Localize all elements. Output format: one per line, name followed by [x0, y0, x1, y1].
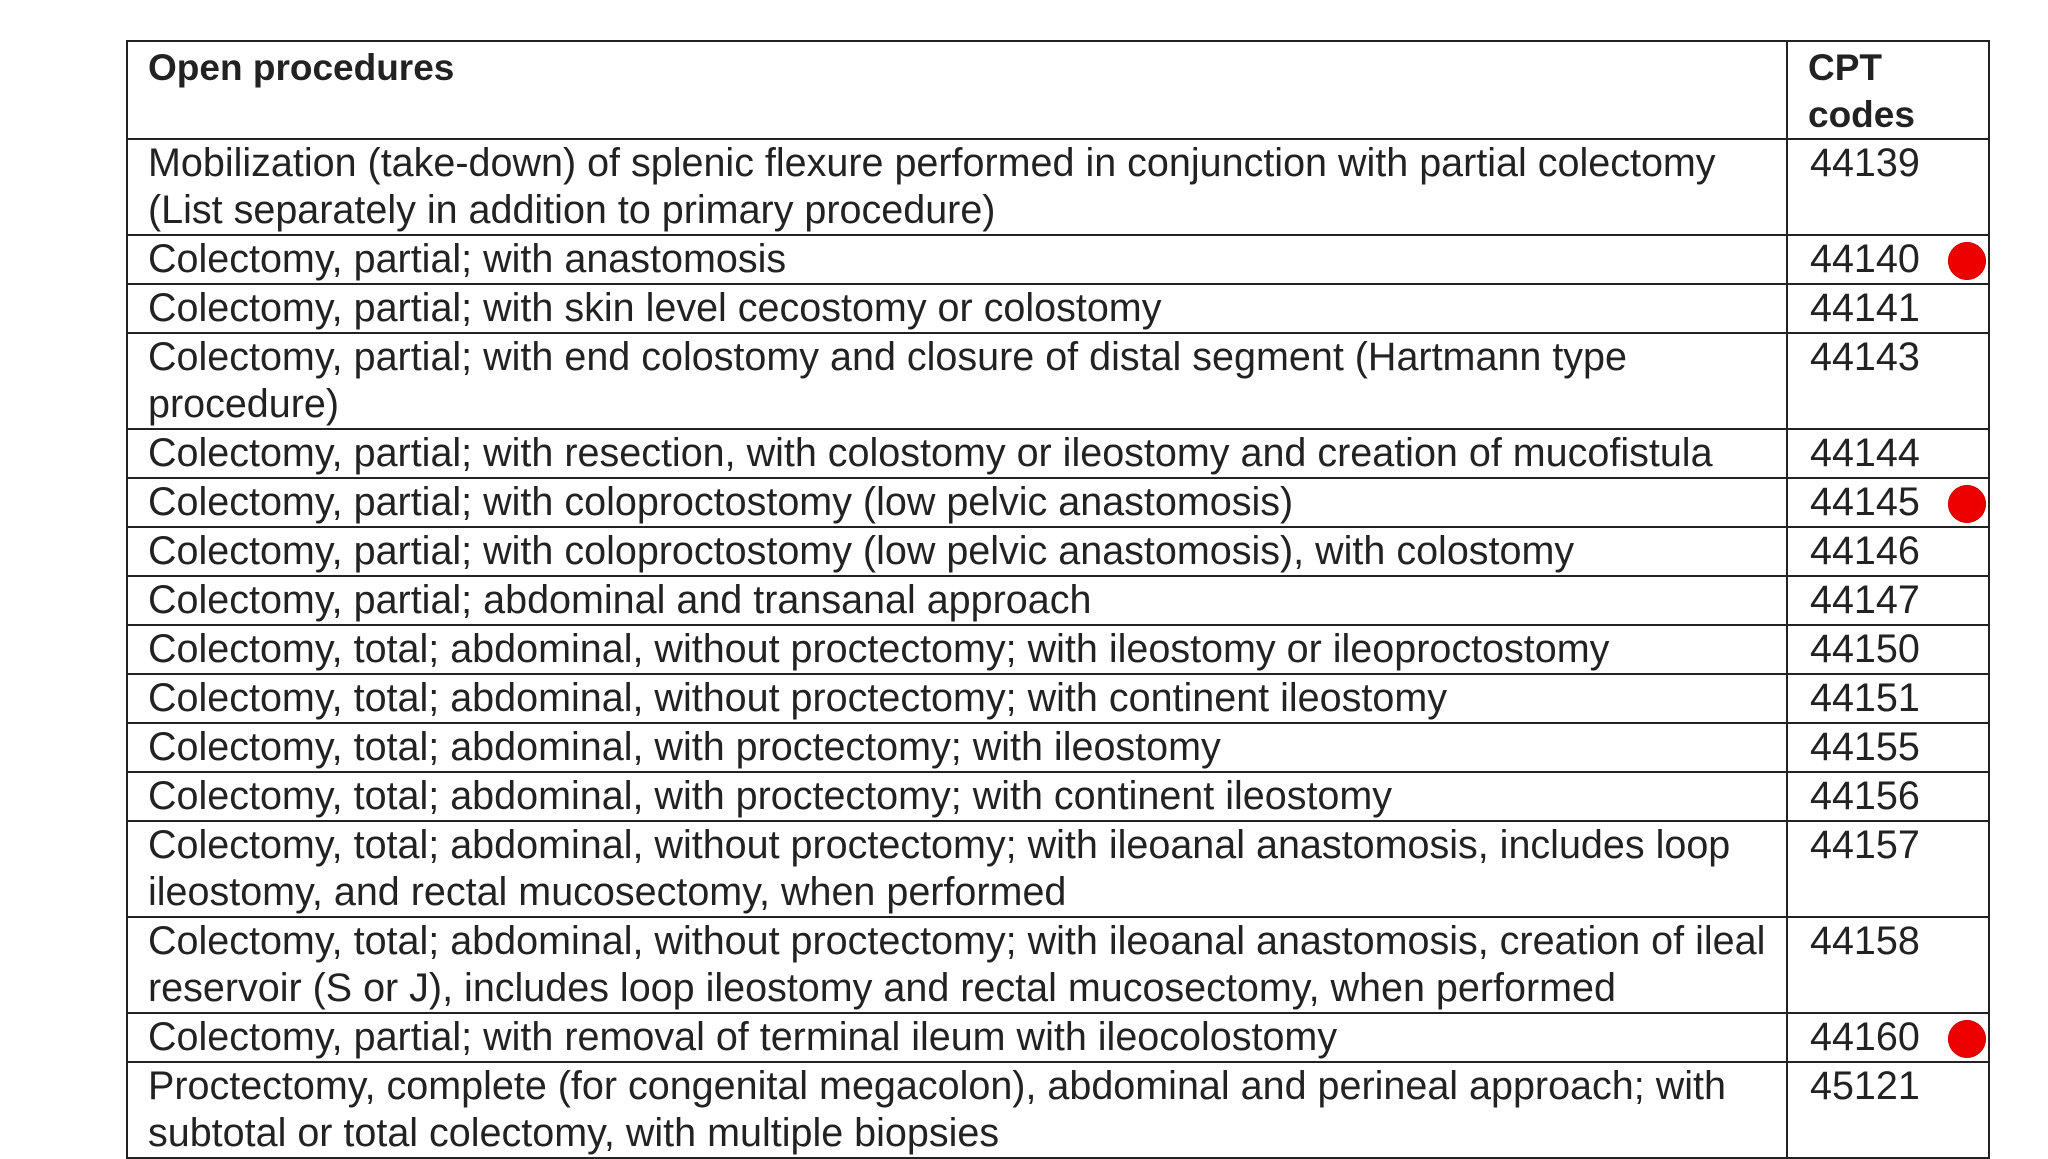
- procedure-cell: [127, 576, 1787, 625]
- procedure-text: Colectomy, partial; with resection, with colostomy or ileostomy and creation of mucofistula: [148, 431, 1713, 475]
- procedure-text: Colectomy, partial; with anastomosis: [148, 237, 787, 281]
- procedure-text: Colectomy, partial; with skin level cecostomy or colostomy: [148, 286, 1162, 330]
- procedure-text: Mobilization (take-down) of splenic flexure performed in conjunction with partial colectomy (List separately in addition to primary procedure): [148, 141, 1716, 232]
- procedure-cell: [127, 1062, 1787, 1158]
- cpt-code-text: 44151: [1810, 676, 1920, 720]
- cpt-code-text: 44158: [1810, 919, 1920, 963]
- cpt-code-cell: [1787, 333, 1989, 429]
- cpt-code-cell: [1787, 284, 1989, 333]
- cpt-code-cell: [1787, 1013, 1989, 1062]
- cpt-code-cell: [1787, 1062, 1989, 1158]
- table-row: [127, 235, 1989, 284]
- table-row: [127, 333, 1989, 429]
- procedure-text: Proctectomy, complete (for congenital megacolon), abdominal and perineal approach; with subtotal or total colectomy, with multiple biopsies: [148, 1064, 1726, 1155]
- procedure-cell: [127, 527, 1787, 576]
- cpt-code-cell: [1787, 821, 1989, 917]
- procedure-cell: [127, 235, 1787, 284]
- table-row: [127, 284, 1989, 333]
- procedure-text: Colectomy, partial; with coloproctostomy (low pelvic anastomosis), with colostomy: [148, 529, 1575, 573]
- procedure-cell: [127, 333, 1787, 429]
- procedure-text: Colectomy, partial; with coloproctostomy (low pelvic anastomosis): [148, 480, 1294, 524]
- cpt-codes-table: [126, 40, 1990, 1159]
- cpt-code-cell: [1787, 723, 1989, 772]
- cpt-code-cell: [1787, 478, 1989, 527]
- cpt-code-text: 44157: [1810, 823, 1920, 867]
- red-dot-marker-icon: [1948, 485, 1986, 523]
- cpt-code-text: 44150: [1810, 627, 1920, 671]
- procedure-text: Colectomy, partial; with removal of terminal ileum with ileocolostomy: [148, 1015, 1338, 1059]
- red-dot-marker-icon: [1948, 1020, 1986, 1058]
- cpt-code-text: 44139: [1810, 141, 1920, 185]
- procedure-cell: [127, 284, 1787, 333]
- cpt-code-cell: [1787, 576, 1989, 625]
- table-row: [127, 625, 1989, 674]
- table-row: [127, 1013, 1989, 1062]
- procedure-text: Colectomy, total; abdominal, with proctectomy; with ileostomy: [148, 725, 1221, 769]
- table-row: [127, 723, 1989, 772]
- procedure-cell: [127, 821, 1787, 917]
- procedure-cell: [127, 139, 1787, 235]
- cpt-code-text: 44145: [1810, 480, 1920, 524]
- procedure-cell: [127, 772, 1787, 821]
- table-row: [127, 674, 1989, 723]
- table-row: [127, 527, 1989, 576]
- cpt-code-text: 45121: [1810, 1064, 1920, 1108]
- cpt-code-text: 44141: [1810, 286, 1920, 330]
- cpt-code-text: 44144: [1810, 431, 1920, 475]
- table-row: [127, 478, 1989, 527]
- table-row: [127, 139, 1989, 235]
- procedure-text: Colectomy, total; abdominal, with proctectomy; with continent ileostomy: [148, 774, 1393, 818]
- cpt-code-cell: [1787, 429, 1989, 478]
- procedure-text: Colectomy, partial; with end colostomy and closure of distal segment (Hartmann type procedure): [148, 335, 1627, 426]
- procedure-text: Colectomy, total; abdominal, without proctectomy; with ileostomy or ileoproctostomy: [148, 627, 1610, 671]
- cpt-codes-column-header: CPT codes: [1787, 41, 1989, 139]
- cpt-code-cell: [1787, 917, 1989, 1013]
- table-row: [127, 917, 1989, 1013]
- procedure-text: Colectomy, total; abdominal, without proctectomy; with ileoanal anastomosis, includes loop ileostomy, and rectal mucosectomy, when performed: [148, 823, 1731, 914]
- table-row: [127, 772, 1989, 821]
- cpt-code-text: 44140: [1810, 237, 1920, 281]
- procedure-text: Colectomy, partial; abdominal and transanal approach: [148, 578, 1092, 622]
- procedure-cell: [127, 478, 1787, 527]
- table-row: [127, 1062, 1989, 1158]
- cpt-code-text: 44160: [1810, 1015, 1920, 1059]
- procedures-column-header: Open procedures: [127, 41, 1787, 139]
- cpt-code-text: 44147: [1810, 578, 1920, 622]
- table-header-row: [127, 41, 1989, 139]
- cpt-code-cell: [1787, 139, 1989, 235]
- procedure-cell: [127, 625, 1787, 674]
- table-row: [127, 429, 1989, 478]
- table-row: [127, 576, 1989, 625]
- cpt-code-text: 44146: [1810, 529, 1920, 573]
- cpt-code-text: 44155: [1810, 725, 1920, 769]
- procedure-cell: [127, 674, 1787, 723]
- procedure-text: Colectomy, total; abdominal, without proctectomy; with ileoanal anastomosis, creation of ileal reservoir (S or J), includes loop ileostomy and rectal mucosectomy, when performed: [148, 919, 1766, 1010]
- cpt-code-text: 44156: [1810, 774, 1920, 818]
- cpt-code-cell: [1787, 527, 1989, 576]
- red-dot-marker-icon: [1948, 242, 1986, 280]
- cpt-code-text: 44143: [1810, 335, 1920, 379]
- procedure-cell: [127, 1013, 1787, 1062]
- procedure-cell: [127, 917, 1787, 1013]
- cpt-code-cell: [1787, 235, 1989, 284]
- cpt-code-cell: [1787, 625, 1989, 674]
- cpt-code-cell: [1787, 674, 1989, 723]
- table-row: [127, 821, 1989, 917]
- cpt-code-cell: [1787, 772, 1989, 821]
- procedure-cell: [127, 429, 1787, 478]
- procedure-text: Colectomy, total; abdominal, without proctectomy; with continent ileostomy: [148, 676, 1447, 720]
- procedure-cell: [127, 723, 1787, 772]
